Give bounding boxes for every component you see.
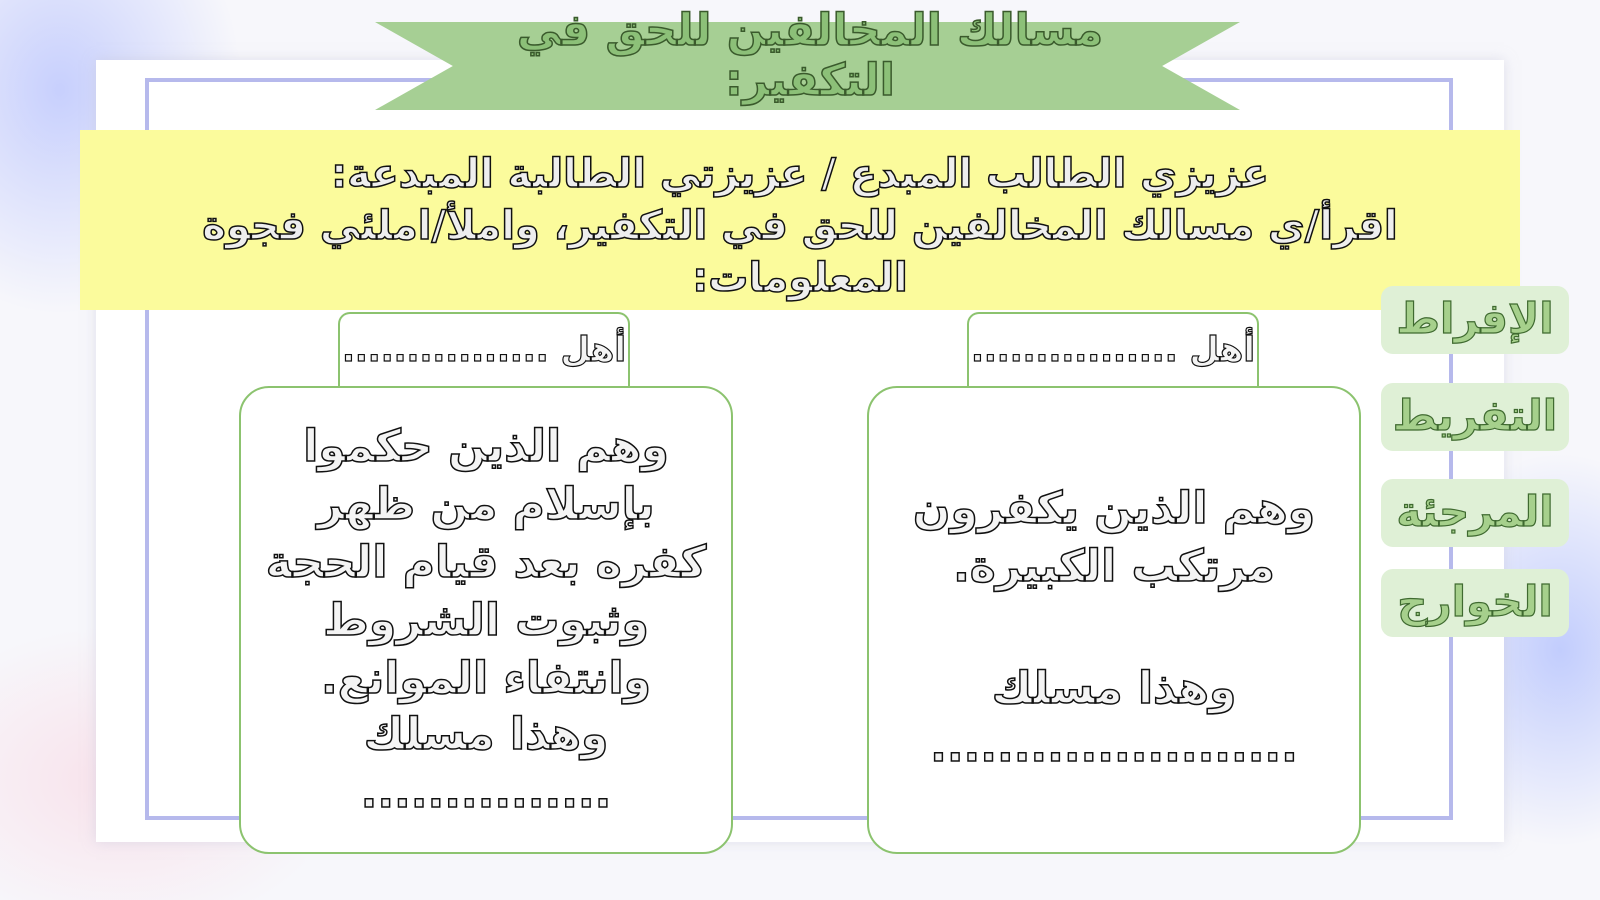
card-right-description: وهم الذين يكفرون مرتكب الكبيرة. <box>912 483 1316 592</box>
card-left-closing[interactable]: وهذا مسلك ............... <box>360 709 612 818</box>
card-left-tab[interactable]: أهل ................ <box>338 312 630 392</box>
card-right-closing[interactable]: وهذا مسلك ...................... <box>930 663 1298 772</box>
answer-option-murjiah[interactable]: المرجئة <box>1381 479 1569 547</box>
slide-title: مسالك المخالفين للحق في التكفير: <box>516 5 1104 106</box>
card-right <box>867 386 1361 854</box>
answer-option-tafrit[interactable]: التفريط <box>1381 383 1569 451</box>
card-left-description: وهم الذين حكموا بإسلام من ظهر كفره بعد قيام الحجة وثبوت الشروط وانتفاء الموانع. <box>265 421 707 704</box>
instruction-text <box>180 148 1420 304</box>
answer-option-ifrat[interactable]: الإفراط <box>1381 286 1569 354</box>
card-right-tab[interactable]: أهل ................ <box>967 312 1259 392</box>
instruction-line-1: عزيزي الطالب المبدع / عزيزتي الطالبة المبدعة: <box>331 151 1269 197</box>
card-left <box>239 386 733 854</box>
answer-option-khawarij[interactable]: الخوارج <box>1381 569 1569 637</box>
instruction-line-2: اقرأ/ي مسالك المخالفين للحق في التكفير، واملأ/املئي فجوة المعلومات: <box>202 203 1398 301</box>
